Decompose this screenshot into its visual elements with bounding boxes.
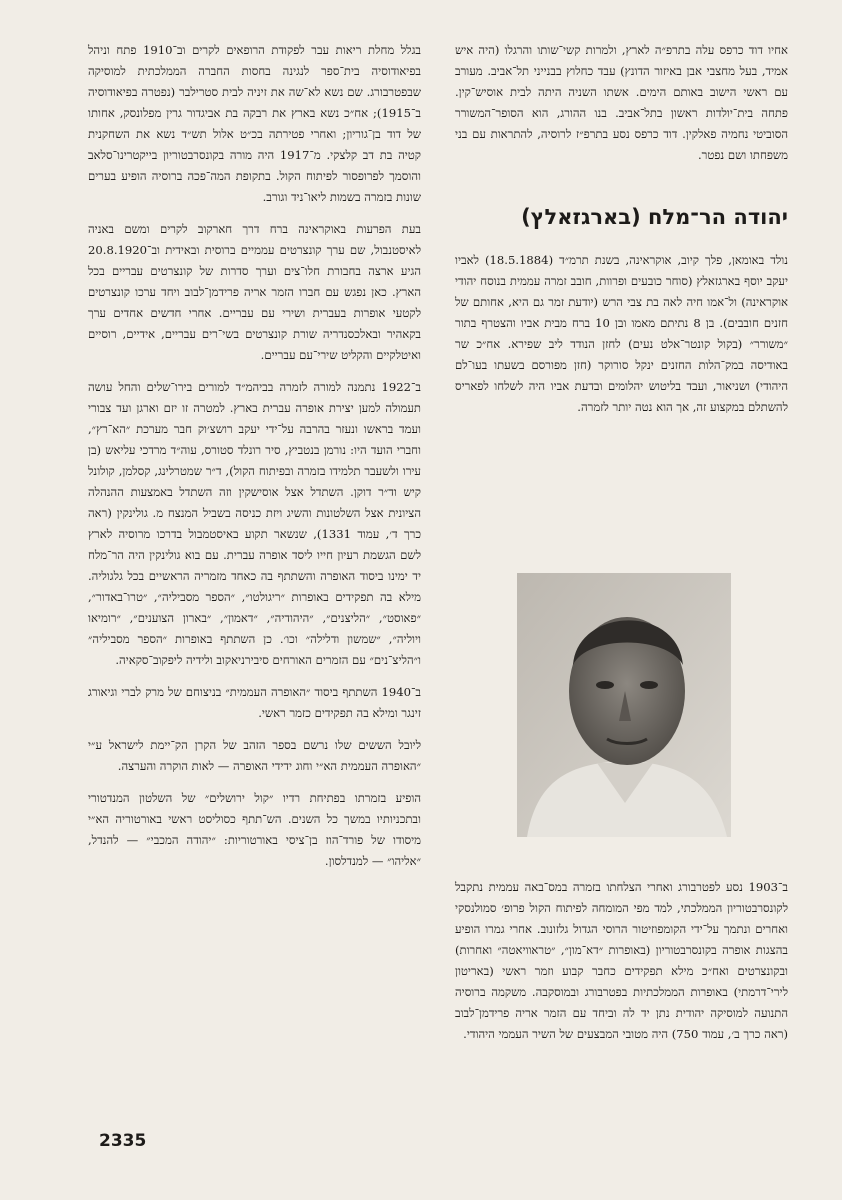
intro-paragraph: אחיו דוד כרפס עלה בתרפ״ה לארץ, ולמרות קשי־שותו והרגלו (היה איש אמיד, בעל מחצבי אבן באיזור הדונץ) עבד כחלוץ בבנייני תל־אביב. מעורב עם ראשי הישוב באותם הימים. אשתו השניה היתה לבית אוסיש־קין. פתחה בית־יולדות ראשון בתל־אביב. בנו ההורג, הוא הסופר־המשורר הסוביטי נחמיה פאלקין. דוד כרפס נסע בתרפ״ז לרוסיה, להתראות עם בני משפחתו ושם נפטר. xyxy=(455,43,788,162)
left-paragraph-1: בגלל מחלת ריאות עבר לפקודת הרופאים לקרים וב־1910 פתח וניהל בפיאודוסיה בית־ספר לנגינה בחסות החברה הממלכתית למוסיקה שבפטרבורג. שם נשא לא־שה את זיניה לבית סטרילבר (נפטרה בפיאודוסיה ב־1915); אח״כ נשא בארץ את רבקה בת אביגדור גרין מפלונסק, אחותו של דוד בן־גוריון; ואחרי פטירתה בכ״ט אלול תש״ד נשא את השחקנית קטיה בת דב קלצקי. מ־1917 היה מורה בקונסרבטוריון בייקטרינו־סלאב והוסמך לפרופסור לפיתוח הקול. בתקופת המה־פכה ברוסיה הופיע בערים שונות בזמרה בשמות ליאו־ניד וגורב. xyxy=(88,43,422,204)
left-paragraph-6: הופיע בזמרתו בפתיחת רדיו ״קול ירושלים״ של השלטון המנדטורי ובתכניותיו במשך כל השנים. הש־תתף כסוליסט ראשי באורטוריה הא״י מיסודו של פורד־הוז בן־ציסי באורטוריות: ״יהודה המכבי״ — להנדל, ״אליהו״ — למנדלסון. xyxy=(88,791,421,868)
left-paragraph-2: בעת הפרעות באוקראינה ברח דרך חארקוב לקרים ומשם באניה לאיסטנבול, שם ערך קונצרטים עממיים ברוסית ובאידית וב־20.8.1920 הגיע ארצה בחבורת חלו־צים וערך סדרות של קונצרטים עבריים בכל הארץ. כאן נפגש עם חברו הזמר אריה פרידמן־לבוב ויחד ערכו קונצרטים לקטעי אופרות בעברית ושירי עם עבריים. אחרי חדשים אחדים ערך בקאהיר ובאלכסנדריה שורת קונצרטים בשי־רים עבריים, אידיים, רוסיים ואיטלקיים והקליט שירי־עם עבריים. xyxy=(88,222,421,362)
page-number: 2335 xyxy=(99,1131,147,1151)
article-headline: יהודה הר־מלח (בארגזאלץ) xyxy=(521,205,788,229)
after-photo-paragraph: ב־1903 נסע לפטרבורג ואחרי הצלחתו בזמרה במס־באה עממית נתקבל לקונסרבטוריון הממלכתי, למד מפי המומחה לפיתוח הקול פרופ׳ סמולנסקי ואחרים ונתמך על־ידי הקומפוזיטור הרוסי הגדול גלזונוב. אחרי גמרו הופיע בהצגות אופרה בקונסרבטוריון (באופרות ״דא־מון״, ״טראוויאטה״ ואחרות) ובקונצרטים ואח״כ מילא תפקידים כחבר קבוע וזמר ראשי (באריטון לירי־דרמתי) באופרות הממלכתיות בפטרבורג ובמוסקבה. משקמה ברוסיה התנועה למוסיקה יהודית נתן יד לה וביחד עם הזמר אריה פרידמן־לבוב (ראה כרך ב׳, עמוד 750) היה מטובי המבצעים של השיר העממי היהודי. xyxy=(455,880,788,1041)
left-paragraph-3: ב־1922 נתמנה למורה לזמרה בביהמ״ד למורים בירו־שלים והחל עושה תעמולה למען יצירת אופרה עברית בארץ. למטרה זו יזם וארגן ועד צבורי ועמד בראשו ונעזר בהרבה על־ידי יעקב רושצ׳וק חבר מערכת ״הא־רץ״, וחברי הועד היו: נורמן בנטביץ, סיר רונלד סטורס, עוה״ד מרדכי עליאש (בן עירו ולשעבר תלמידו בזמרה ובפיתוח הקול), ד״ר שמטרלינג, קסלמן, קולונל קיש וד״ר דוקן. השתדל אצל אוסישקין וזה השתדל באמצעות ההנהלה הציונית אצל השלטונות והשיג ויזת כניסה בשביל המנצח מ. גולינקין (ראה כרך ד׳, עמוד 1331), שנשאר תקוע באיסטמבול בדרכו מרוסיה לארץ לשם הגשמת רעיון חייו ליסד אופרה עברית. עם בוא גולינקין היה הר־מלח יד ימינו ביסוד האופרה והשתתף בה כאחד מזמריה הראשיים בכל גלגוליה. מילא בה תפקידים באופרות ״ריגולטו״, ״הספר מסביליה״, ״טרו־באדור״, ״פאוסט״, ״הליצנים״, ״היהודיה״, ״דאמון״, ״בארון הצוענים״, ״רומיאו ויוליה״, ״שמשון ודלילה״ וכו׳. כן השתתף באופרות ״הספר מסביליה״ ו״הליצ־נים״ עם הזמרים האורחים סיבירניאקוב ולידיה ליפקוב־סקאיה. xyxy=(88,380,421,667)
portrait-photo xyxy=(517,573,731,837)
portrait-photo-icon xyxy=(517,573,731,837)
left-paragraph-4: ב־1940 השתתף ביסוד ״האופרה העממית״ בניצוחם של מרק לברי וגיאורג זינגר ומילא בה תפקידים כזמר ראשי. xyxy=(88,685,421,720)
left-column xyxy=(88,40,421,883)
right-column xyxy=(455,40,788,1041)
bio-paragraph: נולד באומאן, פלך קיוב, אוקראינה, בשנת תרמ״ד (18.5.1884) לאביו יעקב יוסף בארגזאלץ (סוחר כובעים ופרוות, חובב זמרה עממית בנוסח יהודי אוקראינה) ול־אמו חיה לאה בת צבי הרש (יודעת זמר גם היא, אחותם של חזנים חובבים). בן 8 נתיתם מאמו ובן 10 ברח מבית אביו והצטרף בתור ״משורר״ (בקול קונטר־אלט נעים) לחזן הנודד ליב שפירא. אח״כ שר באודיסה במק־הלות החזנים ינקל סורוקר (חזן מפורסם בשעתו בעו־לם היהודי) ושניאור, ועבד בליטוש יהלומים ובדעת אביו היה לשלחו לפאריס להשתלם במקצוע זה, אך הוא נטה יותר לזמרה. xyxy=(455,253,788,414)
left-paragraph-5: ליובל הששים שלו נרשם בספר הזהב של הקרן הק־יימת לישראל ע״י ״האופרה העממית הא״י וחוג ידידי האופרה — לאות הוקרה והערצה. xyxy=(88,738,421,773)
